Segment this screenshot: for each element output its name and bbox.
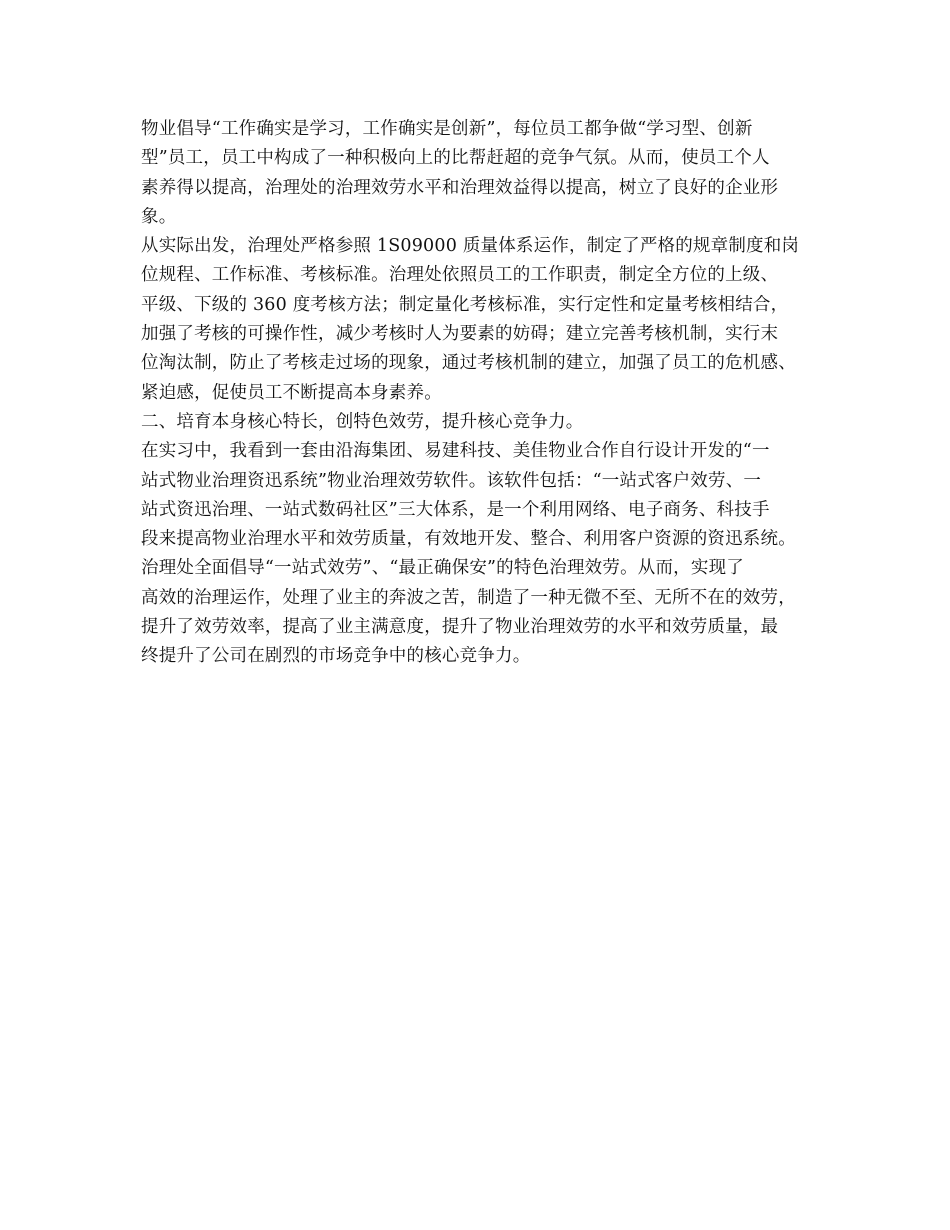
text-line: 位淘汰制，防止了考核走过场的现象，通过考核机制的建立，加强了员工的危机感、 [141,353,796,374]
text-line: 段来提高物业治理水平和效劳质量，有效地开发、整合、利用客户资源的资迅系统。 [141,529,796,550]
text-line: 终提升了公司在剧烈的市场竞争中的核心竞争力。 [141,646,531,667]
text-line: 站式物业治理资迅系统”物业治理效劳软件。该软件包括：“一站式客户效劳、一 [141,470,762,491]
document-body [141,115,831,672]
text-line: 紧迫感，促使员工不断提高本身素养。 [141,382,442,403]
text-line: 型”员工，员工中构成了一种积极向上的比帮赶超的竞争气氛。从而，使员工个人 [141,148,770,169]
text-line: 平级、下级的 360 度考核方法；制定量化考核标准，实行定性和定量考核相结合， [141,294,789,315]
text-line: 站式资迅治理、一站式数码社区”三大体系，是一个利用网络、电子商务、科技手 [141,499,770,520]
text-line: 治理处全面倡导“一站式效劳”、“最正确保安”的特色治理效劳。从而，实现了 [141,558,744,579]
text-line: 位规程、工作标准、考核标准。治理处依照员工的工作职责，制定全方位的上级、 [141,265,779,286]
text-line: 象。 [141,206,177,227]
text-line: 从实际出发，治理处严格参照 1S09000 质量体系运作，制定了严格的规章制度和岗 [141,236,800,257]
text-line: 在实习中，我看到一套由沿海集团、易建科技、美佳物业合作自行设计开发的“一 [141,441,770,462]
section-heading: 二、培育本身核心特长，创特色效劳，提升核心竞争力。 [141,411,584,432]
text-line: 高效的治理运作，处理了业主的奔波之苦，制造了一种无微不至、无所不在的效劳， [141,587,796,608]
text-line: 素养得以提高，治理处的治理效劳水平和治理效益得以提高，树立了良好的企业形 [141,177,779,198]
text-line: 物业倡导“工作确实是学习，工作确实是创新”，每位员工都争做“学习型、创新 [141,119,753,139]
text-line: 加强了考核的可操作性，减少考核时人为要素的妨碍；建立完善考核机制，实行末 [141,324,779,345]
text-line: 提升了效劳效率，提高了业主满意度，提升了物业治理效劳的水平和效劳质量，最 [141,617,779,638]
